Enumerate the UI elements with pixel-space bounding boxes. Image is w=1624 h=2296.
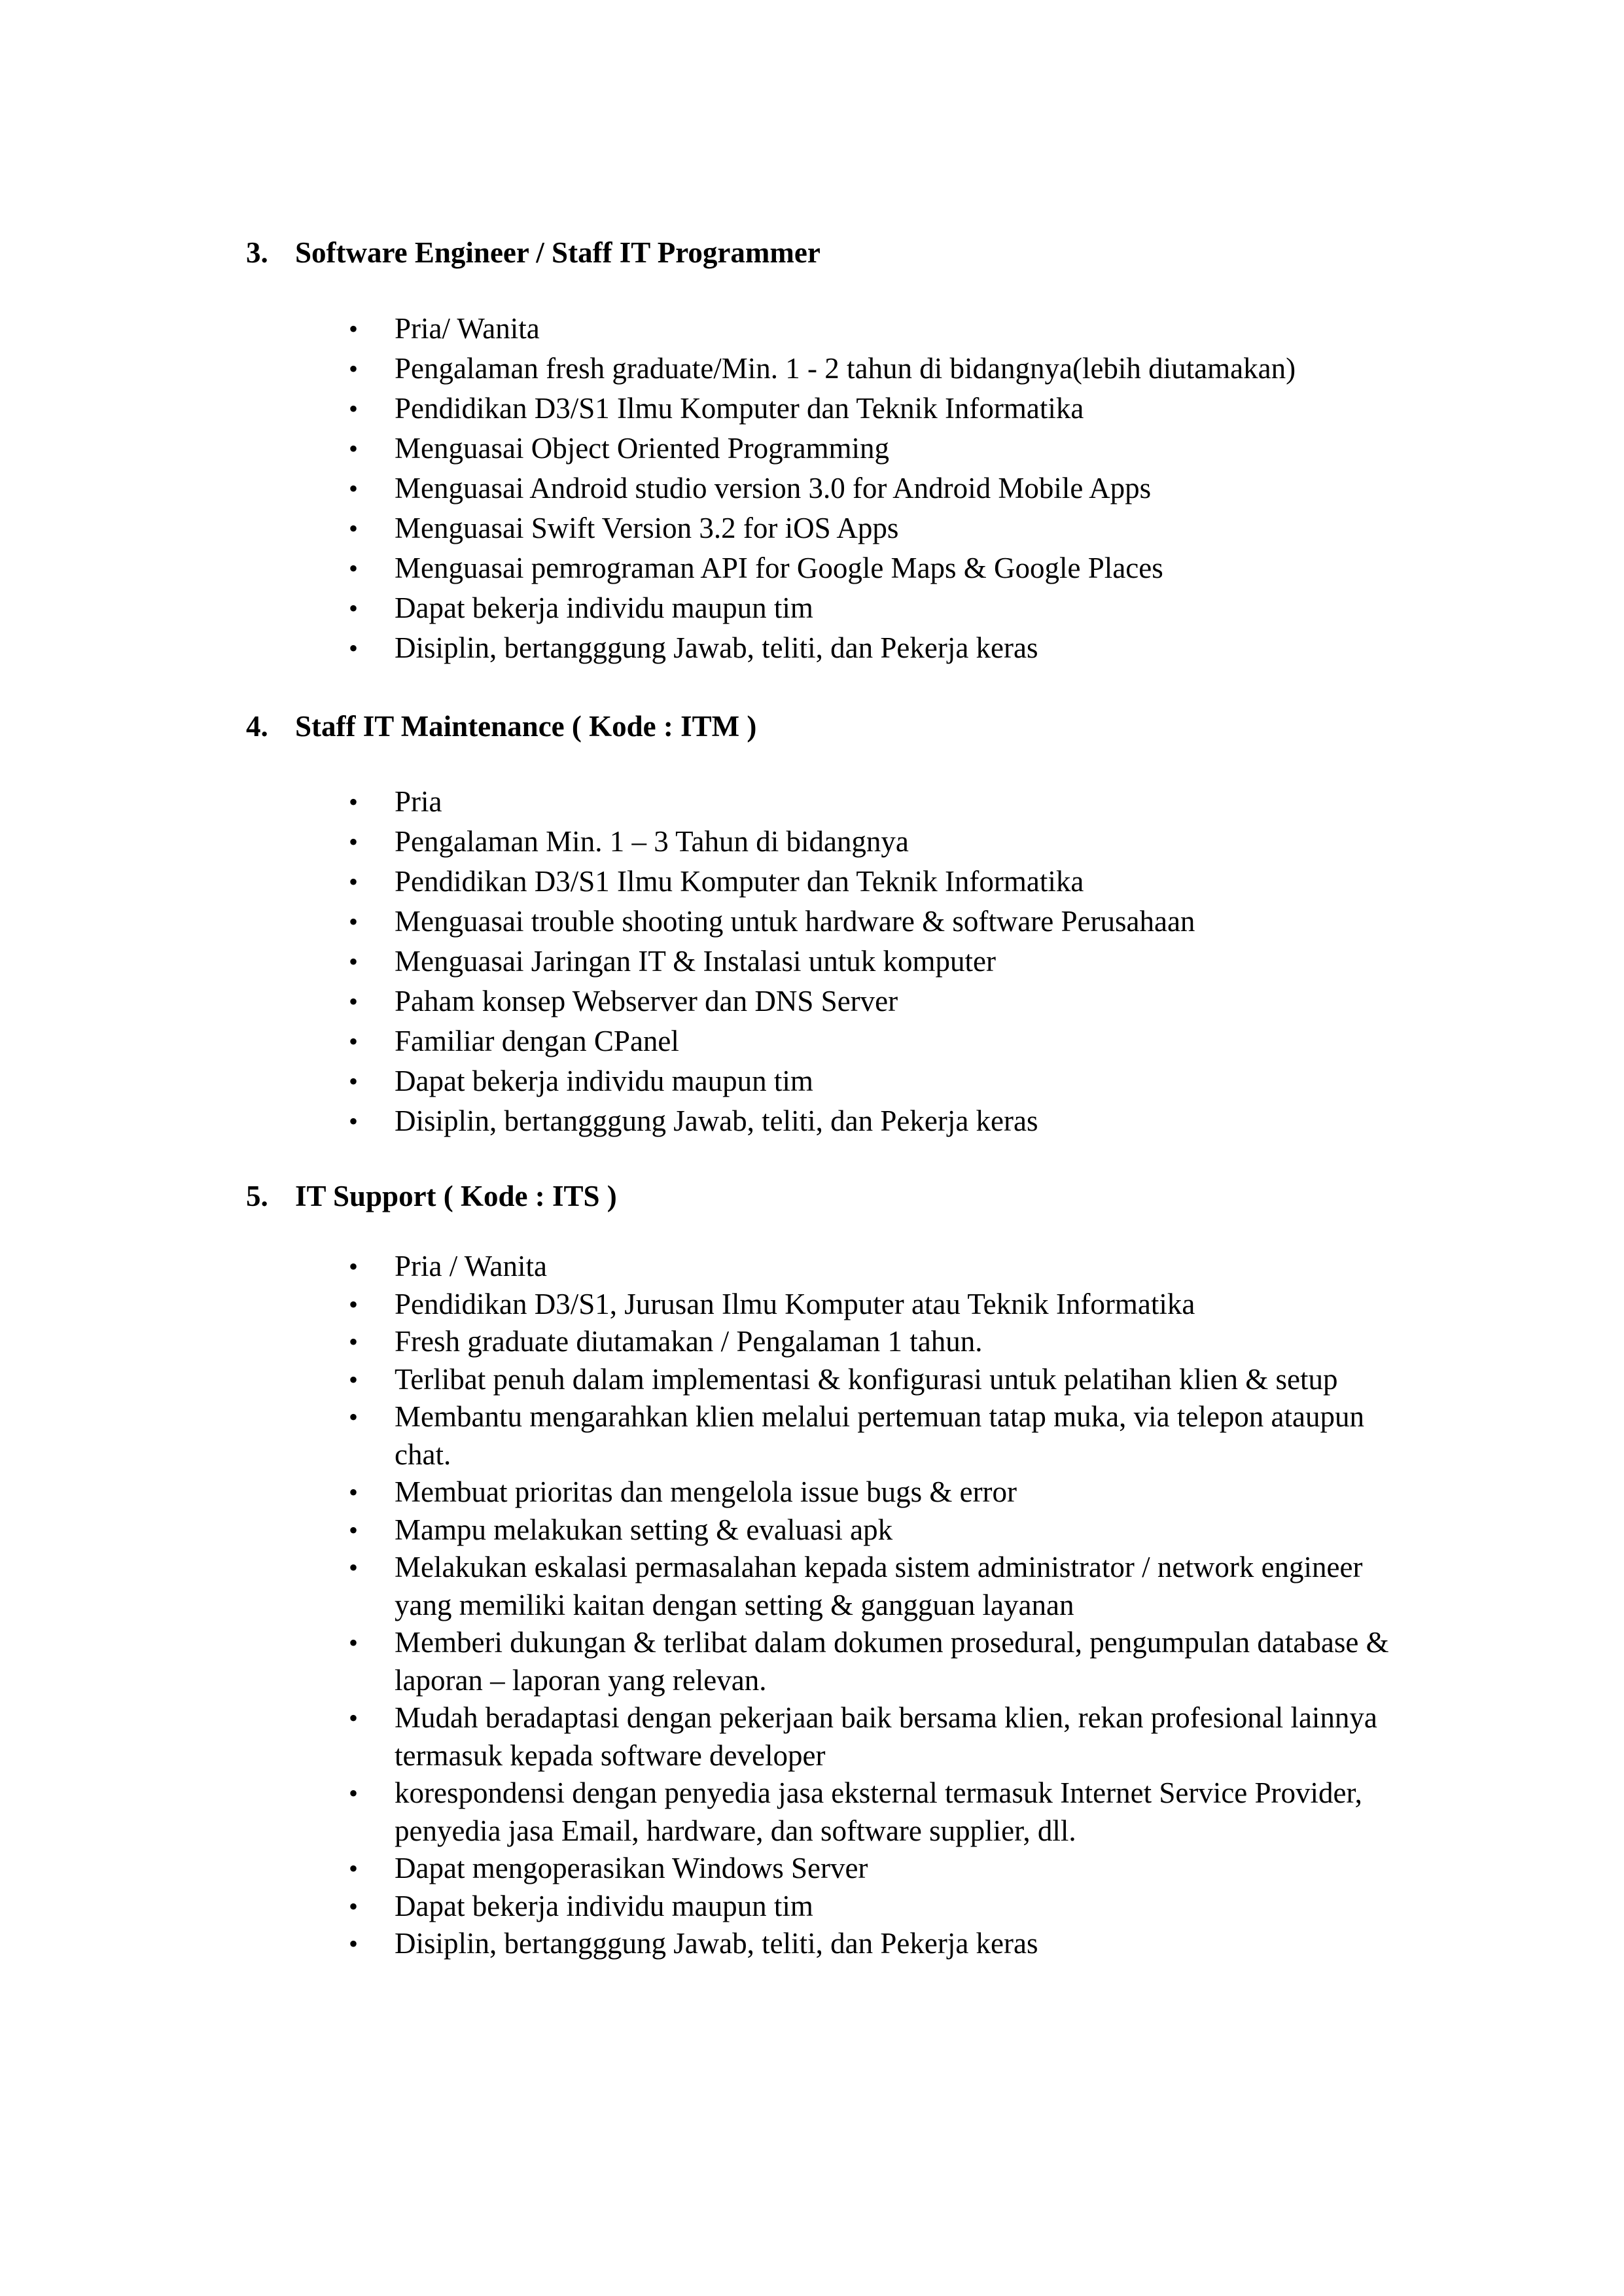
list-item xyxy=(0,389,1389,429)
list-item xyxy=(0,822,1389,862)
section-title: IT Support ( Kode : ITS ) xyxy=(295,1180,617,1212)
list-item xyxy=(0,1511,1389,1549)
bullet-icon: • xyxy=(349,1891,359,1921)
list-item-text: Dapat mengoperasikan Windows Server xyxy=(395,1852,868,1884)
list-item-text: Pria xyxy=(395,785,442,818)
list-item-text: Menguasai pemrograman API for Google Maps & Google Places xyxy=(395,552,1163,584)
list-item-text: Disiplin, bertangggung Jawab, teliti, dan Pekerja keras xyxy=(395,1927,1038,1960)
list-item-text: Pria/ Wanita xyxy=(395,312,540,345)
bullet-icon: • xyxy=(349,593,359,623)
list-item xyxy=(0,1699,1389,1775)
bullet-icon: • xyxy=(349,867,359,896)
bullet-icon: • xyxy=(349,554,359,583)
list-item xyxy=(0,862,1389,902)
list-item xyxy=(0,349,1389,389)
bullet-icon: • xyxy=(349,1364,359,1394)
bullet-icon: • xyxy=(349,1067,359,1096)
bullet-icon: • xyxy=(349,1628,359,1657)
bullet-icon: • xyxy=(349,947,359,976)
list-item xyxy=(0,468,1389,508)
list-item xyxy=(0,1248,1389,1286)
bullet-icon: • xyxy=(349,827,359,857)
bullet-icon: • xyxy=(349,1106,359,1136)
list-item xyxy=(0,1925,1389,1963)
bullet-icon: • xyxy=(349,987,359,1016)
section-title: Staff IT Maintenance ( Kode : ITM ) xyxy=(295,710,757,743)
bullet-icon: • xyxy=(349,1553,359,1582)
bullet-icon: • xyxy=(349,1252,359,1281)
list-item-text: Mampu melakukan setting & evaluasi apk xyxy=(395,1513,893,1546)
list-item-text: Menguasai trouble shooting untuk hardware & software Perusahaan xyxy=(395,905,1195,938)
list-item-text: Paham konsep Webserver dan DNS Server xyxy=(395,985,898,1017)
list-item-text: Pengalaman fresh graduate/Min. 1 - 2 tahun di bidangnya(lebih diutamakan) xyxy=(395,352,1296,385)
list-item xyxy=(0,782,1389,822)
list-item xyxy=(0,1474,1389,1511)
list-item-text: Pendidikan D3/S1, Jurusan Ilmu Komputer atau Teknik Informatika xyxy=(395,1287,1195,1320)
bullet-icon: • xyxy=(349,633,359,663)
bullet-icon: • xyxy=(349,1402,359,1432)
list-item-text: Menguasai Swift Version 3.2 for iOS Apps xyxy=(395,512,899,544)
list-item xyxy=(0,1888,1389,1926)
list-item xyxy=(0,902,1389,942)
list-item-text: Memberi dukungan & terlibat dalam dokumen prosedural, pengumpulan database & laporan – laporan yang relevan. xyxy=(395,1626,1389,1697)
list-item xyxy=(0,1361,1389,1399)
list-item-text: Mudah beradaptasi dengan pekerjaan baik bersama klien, rekan profesional lainnya termasuk kepada software developer xyxy=(395,1701,1377,1772)
bullet-icon: • xyxy=(349,1289,359,1319)
bullet-icon: • xyxy=(349,1703,359,1733)
list-item-text: Disiplin, bertangggung Jawab, teliti, dan Pekerja keras xyxy=(395,631,1038,664)
list-item-text: Dapat bekerja individu maupun tim xyxy=(395,1889,813,1922)
section-title: Software Engineer / Staff IT Programmer xyxy=(295,236,821,269)
list-item-text: Pendidikan D3/S1 Ilmu Komputer dan Teknik Informatika xyxy=(395,392,1084,425)
list-item xyxy=(0,942,1389,981)
list-item-text: Pria / Wanita xyxy=(395,1250,547,1282)
bullet-icon: • xyxy=(349,314,359,344)
list-item-text: Fresh graduate diutamakan / Pengalaman 1 tahun. xyxy=(395,1325,983,1358)
list-item-text: Terlibat penuh dalam implementasi & konfigurasi untuk pelatihan klien & setup xyxy=(395,1362,1338,1396)
section-number: 4. xyxy=(246,710,268,743)
list-item-text: Familiar dengan CPanel xyxy=(395,1025,679,1057)
list-item xyxy=(0,1101,1389,1141)
bullet-icon: • xyxy=(349,1515,359,1545)
list-item-text: Menguasai Object Oriented Programming xyxy=(395,432,890,465)
list-item xyxy=(0,1850,1389,1888)
bullet-icon: • xyxy=(349,1778,359,1808)
bullet-icon: • xyxy=(349,907,359,936)
list-item xyxy=(0,1624,1389,1699)
list-item-text: Pendidikan D3/S1 Ilmu Komputer dan Teknik Informatika xyxy=(395,865,1084,898)
list-item-text: Dapat bekerja individu maupun tim xyxy=(395,1065,813,1097)
bullet-icon: • xyxy=(349,787,359,817)
list-item-text: Menguasai Jaringan IT & Instalasi untuk komputer xyxy=(395,945,996,978)
bullet-icon: • xyxy=(349,1027,359,1056)
bullet-icon: • xyxy=(349,394,359,423)
list-item xyxy=(0,588,1389,628)
requirements-list xyxy=(0,309,1624,668)
bullet-icon: • xyxy=(349,1477,359,1507)
bullet-icon: • xyxy=(349,434,359,463)
list-item-text: Membuat prioritas dan mengelola issue bugs & error xyxy=(395,1475,1017,1508)
list-item xyxy=(0,1775,1389,1850)
list-item xyxy=(0,1021,1389,1061)
section-number: 3. xyxy=(246,236,268,269)
list-item xyxy=(0,309,1389,349)
section-number: 5. xyxy=(246,1180,268,1212)
bullet-icon: • xyxy=(349,474,359,503)
list-item xyxy=(0,508,1389,548)
list-item xyxy=(0,548,1389,588)
list-item-text: Dapat bekerja individu maupun tim xyxy=(395,592,813,624)
bullet-icon: • xyxy=(349,514,359,543)
list-item xyxy=(0,628,1389,668)
list-item xyxy=(0,429,1389,468)
list-item xyxy=(0,1549,1389,1624)
bullet-icon: • xyxy=(349,1327,359,1356)
bullet-icon: • xyxy=(349,1854,359,1883)
list-item xyxy=(0,1061,1389,1101)
list-item-text: Pengalaman Min. 1 – 3 Tahun di bidangnya xyxy=(395,825,909,858)
list-item xyxy=(0,1323,1389,1361)
requirements-list xyxy=(0,1248,1624,1963)
bullet-icon: • xyxy=(349,354,359,383)
list-item xyxy=(0,981,1389,1021)
list-item xyxy=(0,1286,1389,1324)
list-item-text: Membantu mengarahkan klien melalui pertemuan tatap muka, via telepon ataupun chat. xyxy=(395,1400,1364,1471)
list-item-text: korespondensi dengan penyedia jasa eksternal termasuk Internet Service Provider, penyedia jasa Email, hardware, dan software supplier, dll. xyxy=(395,1776,1362,1847)
list-item xyxy=(0,1398,1389,1474)
list-item-text: Menguasai Android studio version 3.0 for Android Mobile Apps xyxy=(395,472,1152,504)
requirements-list xyxy=(0,782,1624,1141)
list-item-text: Disiplin, bertangggung Jawab, teliti, dan Pekerja keras xyxy=(395,1104,1038,1137)
list-item-text: Melakukan eskalasi permasalahan kepada sistem administrator / network engineer yang memiliki kaitan dengan setting & gangguan layanan xyxy=(395,1551,1363,1621)
bullet-icon: • xyxy=(349,1929,359,1958)
